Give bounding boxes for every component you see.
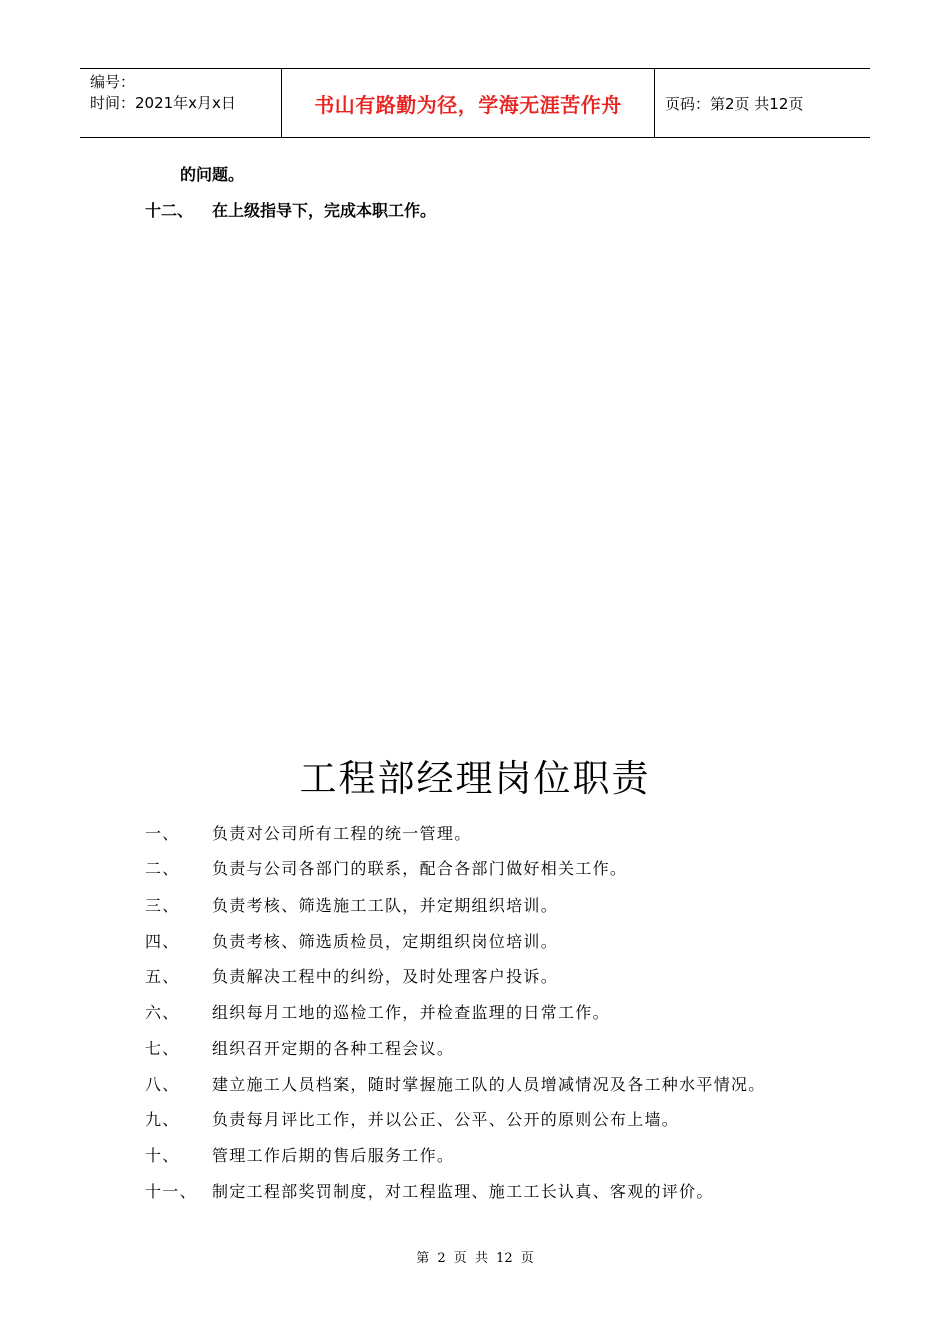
time-label: 时间：2021年x月x日	[90, 94, 236, 112]
item-number: 二、	[145, 859, 180, 878]
item-12-text: 在上级指导下，完成本职工作。	[212, 201, 437, 220]
item-text: 负责与公司各部门的联系，配合各部门做好相关工作。	[212, 859, 628, 878]
item-number: 八、	[145, 1075, 180, 1094]
item-text: 组织召开定期的各种工程会议。	[212, 1039, 455, 1058]
item-text: 负责考核、筛选质检员，定期组织岗位培训。	[212, 932, 559, 951]
header-left-cell	[80, 69, 281, 137]
page-footer: 第 2 页 共 12 页	[416, 1251, 534, 1266]
item-text: 负责对公司所有工程的统一管理。	[212, 824, 472, 843]
item-text: 负责考核、筛选施工工队，并定期组织培训。	[212, 896, 559, 915]
motto: 书山有路勤为径，学海无涯苦作舟	[281, 69, 655, 137]
item-text: 负责解决工程中的纠纷，及时处理客户投诉。	[212, 967, 559, 986]
item-text: 制定工程部奖罚制度，对工程监理、施工工长认真、客观的评价。	[212, 1182, 714, 1201]
item-text: 管理工作后期的售后服务工作。	[212, 1146, 455, 1165]
item-number: 四、	[145, 932, 180, 951]
number-label: 编号：	[90, 73, 136, 91]
item-number: 九、	[145, 1110, 180, 1129]
page-header	[80, 68, 870, 138]
item-number: 五、	[145, 967, 180, 986]
page-info: 页码：第2页 共12页	[665, 94, 804, 113]
item-number: 十一、	[145, 1182, 197, 1201]
item-text: 建立施工人员档案，随时掌握施工队的人员增减情况及各工种水平情况。	[212, 1075, 766, 1094]
item-number: 一、	[145, 824, 180, 843]
item-number: 三、	[145, 896, 180, 915]
continuation-tail: 的问题。	[180, 165, 245, 184]
item-text: 组织每月工地的巡检工作，并检查监理的日常工作。	[212, 1003, 610, 1022]
section-title: 工程部经理岗位职责	[299, 757, 651, 800]
item-text: 负责每月评比工作，并以公正、公平、公开的原则公布上墙。	[212, 1110, 680, 1129]
item-number: 六、	[145, 1003, 180, 1022]
item-number: 七、	[145, 1039, 180, 1058]
item-12-number: 十二、	[145, 201, 194, 220]
item-number: 十、	[145, 1146, 180, 1165]
